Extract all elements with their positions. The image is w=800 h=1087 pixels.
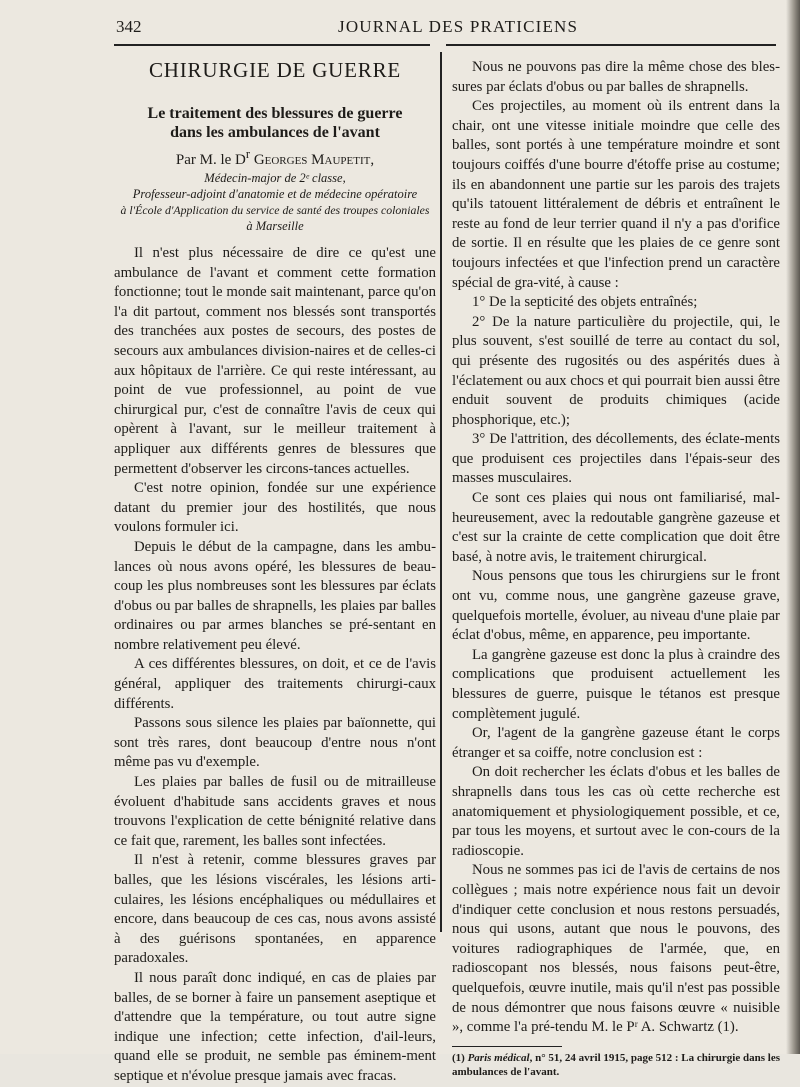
section-title: CHIRURGIE DE GUERRE xyxy=(148,58,402,82)
running-title: JOURNAL DES PRATICIENS xyxy=(338,17,579,36)
paragraph: Il n'est plus nécessaire de dire ce qu'est une ambulance de l'avant et comment cette formation fonctionne; tout le monde sait maintenant, parce qu'on l'a dit partout, comment nos blessés sont transportés des tranchées aux postes de secours, des postes de secours aux ambulances division-naires et de celles-ci aux hôpitaux de l'arrière. Ce qui reste intéressant, au point de vue professionnel, au point de vue chirurgical pur, c'est de connaître l'avis de ceux qui opèrent à l'avant, sur le meilleur traitement à appliquer aux différents genres de blessures que permettent d'observer les circons-tances actuelles. xyxy=(114,245,436,477)
footnote xyxy=(452,1051,780,1079)
paragraph: Depuis le début de la campagne, dans les ambu-lances où nous avons opéré, les blessures de beau-coup les plus nombreuses sont les blessures par éclats d'obus ou par balles de shrapnells, les plaies par balles ordinaires ou par armes blanches se pré-sentant en nombre relativement peu élevé. xyxy=(114,538,436,653)
right-column xyxy=(452,58,780,1079)
article-title-line2: dans les ambulances de l'avant xyxy=(170,124,380,141)
paragraph: Nous ne sommes pas ici de l'avis de certains de nos collègues ; mais notre expérience nous fait un devoir d'indiquer cette conclusion et nous restons persuadés, nous qui usons, autant que nous le pouvons, des voitures radiographiques de l'armée, que, en radioscopant nos blessés, nous faisons peut-être, quelquefois, œuvre inutile, mais qu'il n'est pas possible de nous démontrer que nous faisons œuvre « nuisible », comme l'a pré-tendu M. le Pʳ A. Schwartz (1). xyxy=(452,862,780,1036)
footnote-marker: (1) xyxy=(452,1051,465,1064)
paragraph: Il nous paraît donc indiqué, en cas de plaies par balles, de se borner à faire un pansement aseptique et d'attendre que la température, ou tout autre signe indique une infection; cette infection, d'ail-leurs, quand elle se produit, ne semble pas éminem-ment septique et n'évolue presque jamais avec fracas. xyxy=(114,969,436,1084)
paragraph: A ces différentes blessures, on doit, et ce de l'avis général, appliquer des traitements chirurgi-caux différents. xyxy=(114,656,436,712)
paragraph: Les plaies par balles de fusil ou de mitrailleuse évoluent d'habitude sans accidents graves et nous trouvons l'explication de cette bénignité relative dans ce fait que, rarement, les balles sont infectées. xyxy=(114,774,436,849)
list-item: 2° De la nature particulière du projectile, qui, le plus souvent, s'est souillé de terre au contact du sol, qui présente des rugosités ou des aspérités dues à l'éclatement ou aux chocs et qui pourrait bien aussi être enduit souvent de produits chimiques (acide phosphorique, etc.); xyxy=(452,313,780,428)
page-edge-shadow xyxy=(786,0,800,1054)
paragraph: Ce sont ces plaies qui nous ont familiarisé, mal-heureusement, avec la redoutable gangrène gazeuse et c'est sur la crainte de cette complication que doit être basé, à notre avis, le traitement chirurgical. xyxy=(452,490,780,565)
affiliation-line: à Marseille xyxy=(246,219,304,233)
footnote-rule xyxy=(452,1046,562,1047)
column-rule xyxy=(440,52,442,932)
paragraph: Il n'est à retenir, comme blessures graves par balles, que les lésions viscérales, les lésions arti-culaires, les lésions encéphaliques ou médullaires et encore, dans beaucoup de ces cas, nous avons assisté à des guérisons spontanées, en apparence paradoxales. xyxy=(114,852,436,967)
header-rule-right xyxy=(446,44,776,46)
affiliation-line: Médecin-major de 2ᵉ classe, xyxy=(204,171,346,185)
article-title xyxy=(114,104,436,142)
left-body-text xyxy=(114,244,436,1087)
byline xyxy=(114,145,436,170)
right-body-text xyxy=(452,58,780,1038)
paragraph: C'est notre opinion, fondée sur une expérience datant du premier jour des hostilités, que nous voulons formuler ici. xyxy=(114,480,436,536)
page-number: 342 xyxy=(116,17,142,36)
list-item: 3° De l'attrition, des décollements, des éclate-ments que produisent ces projectiles dans l'épais-seur des masses musculaires. xyxy=(452,431,780,487)
footnote-journal: Paris médical xyxy=(467,1051,530,1064)
paragraph: Ces projectiles, au moment où ils entrent dans la chair, ont une vitesse initiale moindre que celle des balles, sont portés à une température moindre et sont toujours coiffés d'une bourre d'étoffe prise au costume; ils en abandonnent une partie sur les parois des trajets qu'ils tatouent littéralement de débris et entraînent le reste au fond de leur terrier quand il n'y a pas d'orifice de sortie. Il en résulte que les plaies de ce genre sont toujours infectées et que l'infection prend un caractère spécial de gra-vité, à cause : xyxy=(452,98,780,291)
paragraph: Or, l'agent de la gangrène gazeuse étant le corps étranger et sa coiffe, notre conclusion est : xyxy=(452,725,780,761)
article-title-line1: Le traitement des blessures de guerre xyxy=(147,105,403,122)
author-name: Georges Maupetit, xyxy=(253,152,375,168)
affiliation-line: à l'École d'Application du service de santé des troupes coloniales xyxy=(120,203,430,217)
paragraph: On doit rechercher les éclats d'obus et les balles de shrapnells dans tous les cas où cette recherche est anatomiquement et physiologiquement possible, et ce, par tous les moyens, et surtout avec le con-cours de la radioscopie. xyxy=(452,764,780,859)
paragraph: Passons sous silence les plaies par baïonnette, qui sont très rares, dont beaucoup d'entre nous n'ont même pas vu d'exemple. xyxy=(114,715,436,771)
byline-sup: r xyxy=(245,147,251,161)
paragraph: La gangrène gazeuse est donc la plus à craindre des complications que produisent actuellement les blessures de guerre, puisque le tétanos est presque complètement jugulé. xyxy=(452,646,780,722)
affiliation-line: Professeur-adjoint d'anatomie et de médecine opératoire xyxy=(132,187,418,201)
list-item: 1° De la septicité des objets entraînés; xyxy=(472,294,698,311)
author-affiliation xyxy=(114,170,436,234)
header-rule-left xyxy=(114,44,430,46)
paragraph: Nous ne pouvons pas dire la même chose des bles-sures par éclats d'obus ou par balles de shrapnells. xyxy=(452,59,780,95)
byline-prefix: Par M. le D xyxy=(175,152,246,168)
paragraph: Nous pensons que tous les chirurgiens sur le front ont vu, comme nous, une gangrène gazeuse grave, quelquefois mortelle, évoluer, au niveau d'une plaie par éclat d'obus, même, en apparence, peu importante. xyxy=(452,568,780,644)
footnote-text: , n° 51, 24 avril 1915, page 512 : La chirurgie dans les ambulances de l'avant. xyxy=(452,1051,780,1078)
left-column xyxy=(114,58,436,1087)
